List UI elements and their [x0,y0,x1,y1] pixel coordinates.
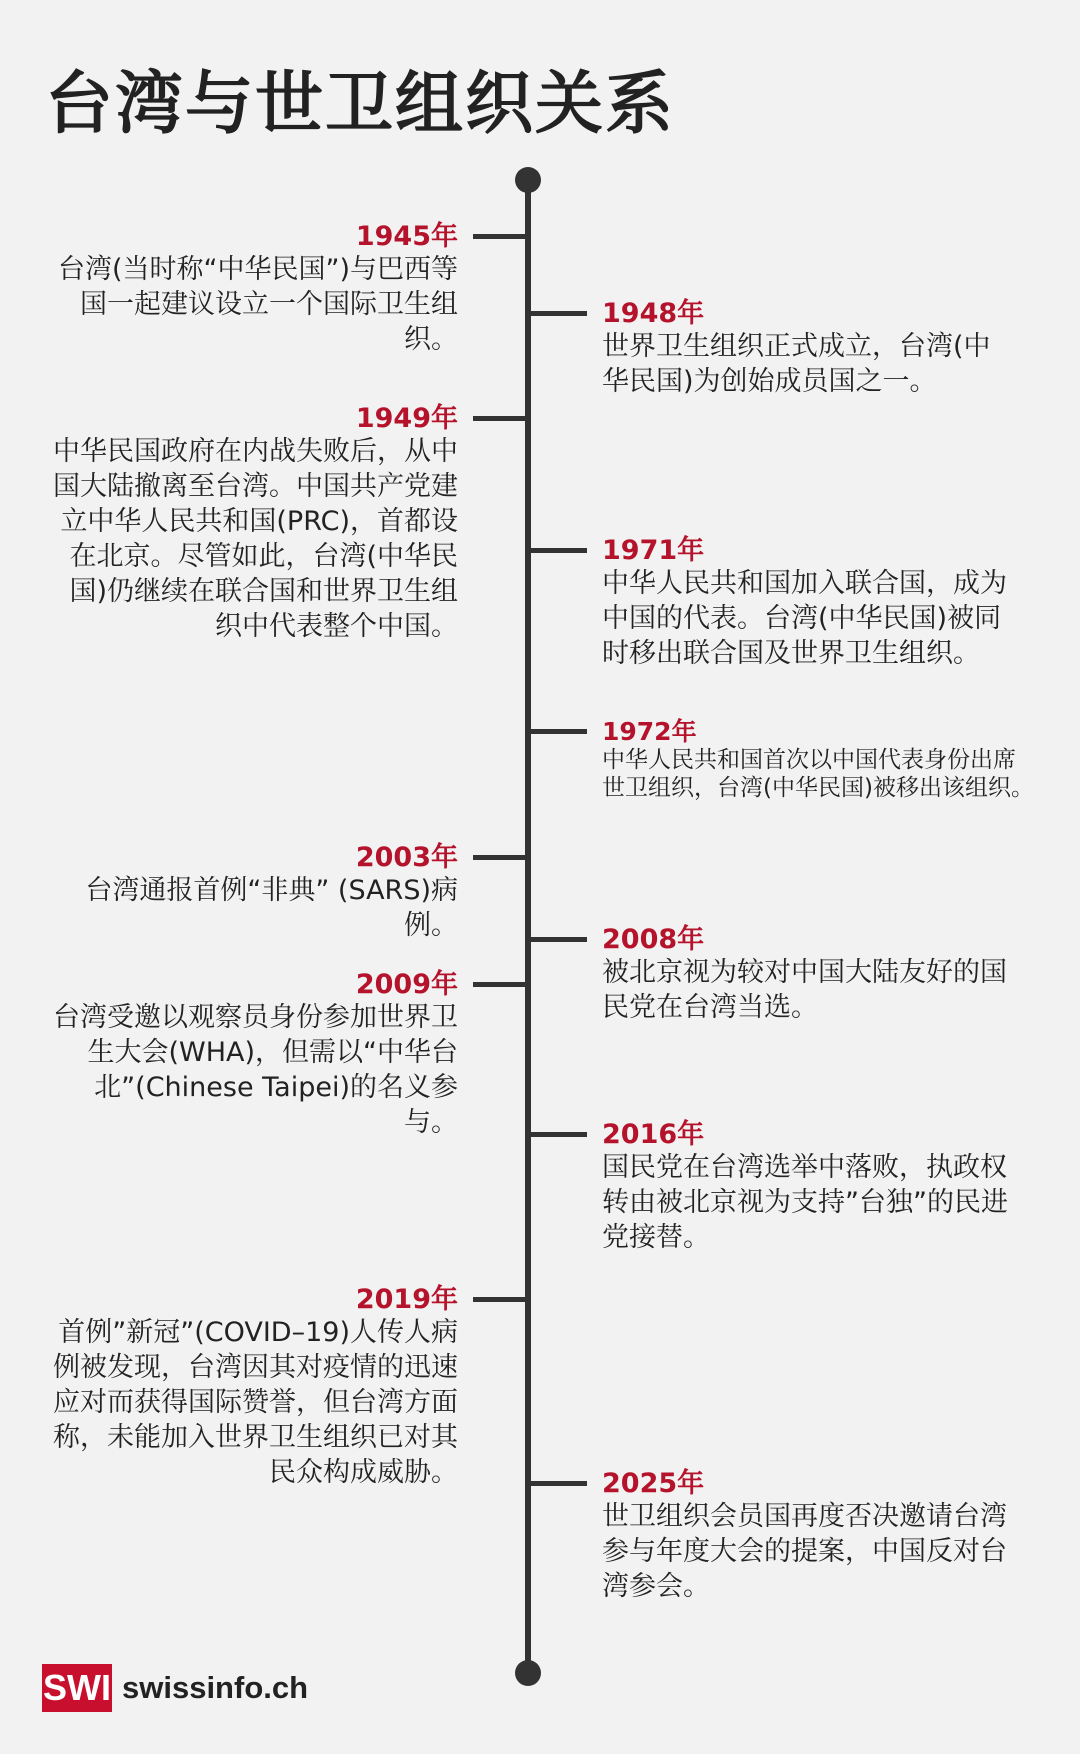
event-1971 [602,535,1012,671]
swi-logo-box: SWI [42,1664,112,1712]
swissinfo-logo [42,1664,308,1712]
tick-2025 [531,1481,587,1486]
event-2003 [48,842,458,943]
event-text: 被北京视为较对中国大陆友好的国民党在台湾当选。 [602,957,1007,1023]
event-text: 世界卫生组织正式成立，台湾(中华民国)为创始成员国之一。 [602,331,991,397]
event-year: 2003年 [355,842,458,873]
event-year: 1945年 [355,221,458,252]
event-year: 1948年 [602,298,705,329]
event-2009 [48,969,458,1140]
event-year: 2019年 [355,1284,458,1315]
event-year: 2008年 [602,924,705,955]
event-1972 [602,717,1037,802]
event-text: 台湾通报首例“非典” (SARS)病例。 [85,875,458,941]
event-2008 [602,924,1012,1025]
timeline-start-dot [515,167,541,193]
event-year: 2009年 [355,969,458,1000]
event-2019 [48,1284,458,1490]
event-text: 首例”新冠”(COVID–19)人传人病例被发现，台湾因其对疫情的迅速应对而获得国际赞誉，但台湾方面称，未能加入世界卫生组织已对其民众构成威胁。 [53,1317,458,1488]
event-year: 1949年 [355,403,458,434]
event-year: 2016年 [602,1119,705,1150]
event-1945 [48,221,458,357]
tick-2003 [473,855,529,860]
event-text: 中华民国政府在内战失败后，从中国大陆撤离至台湾。中国共产党建立中华人民共和国(PRC)，首都设在北京。尽管如此，台湾(中华民国)仍继续在联合国和世界卫生组织中代表整个中国。 [53,436,458,642]
tick-2019 [473,1297,529,1302]
event-text: 台湾受邀以观察员身份参加世界卫生大会(WHA)，但需以“中华台北”(Chinese Taipei)的名义参与。 [53,1002,458,1138]
event-1948 [602,298,1007,399]
event-year: 1972年 [602,717,697,746]
swissinfo-logo-text: swissinfo.ch [122,1670,309,1705]
tick-1972 [531,729,587,734]
timeline-end-dot [515,1660,541,1686]
tick-2009 [473,982,529,987]
tick-2008 [531,937,587,942]
page-title: 台湾与世卫组织关系 [45,65,676,144]
event-text: 中华人民共和国首次以中国代表身份出席世卫组织，台湾(中华民国)被移出该组织。 [602,747,1034,801]
event-2016 [602,1119,1012,1255]
tick-1945 [473,234,529,239]
event-text: 世卫组织会员国再度否决邀请台湾参与年度大会的提案，中国反对台湾参会。 [602,1501,1007,1602]
event-2025 [602,1468,1012,1604]
tick-1949 [473,416,529,421]
event-text: 国民党在台湾选举中落败，执政权转由被北京视为支持”台独”的民进党接替。 [602,1152,1008,1253]
event-1949 [48,403,458,644]
tick-1971 [531,548,587,553]
event-text: 台湾(当时称“中华民国”)与巴西等国一起建议设立一个国际卫生组织。 [57,254,458,355]
tick-1948 [531,311,587,316]
timeline-axis [525,180,531,1676]
event-text: 中华人民共和国加入联合国，成为中国的代表。台湾(中华民国)被同时移出联合国及世界卫生组织。 [602,568,1007,669]
event-year: 2025年 [602,1468,705,1499]
tick-2016 [531,1132,587,1137]
event-year: 1971年 [602,535,705,566]
